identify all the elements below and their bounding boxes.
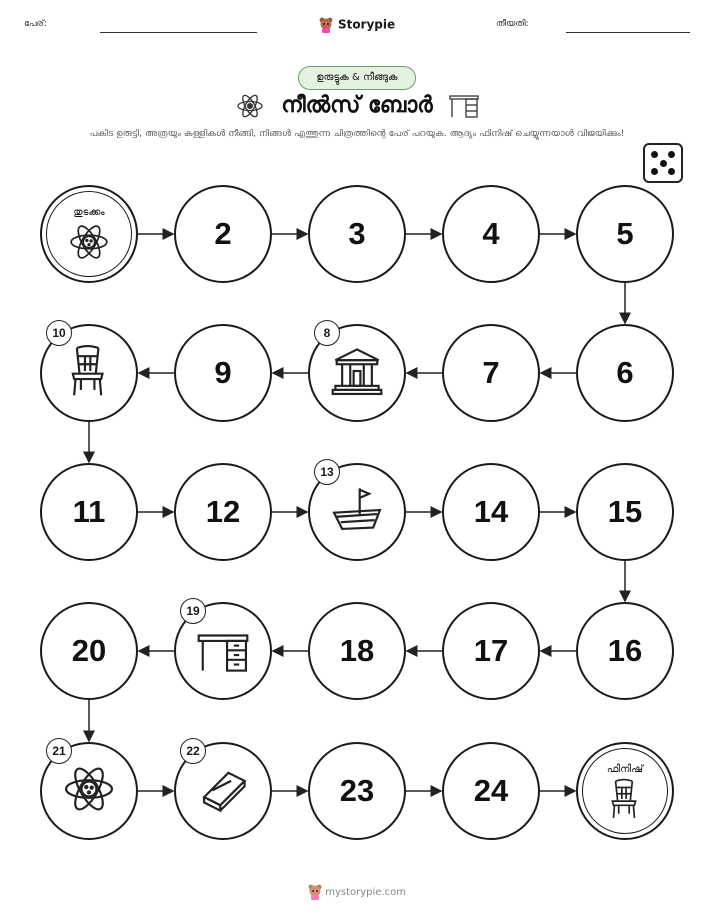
space-number: 5 [616,216,634,251]
space-number: 23 [339,773,375,808]
number-space [576,602,674,700]
space-number-badge: 21 [46,738,72,764]
space-number-badge: 13 [314,459,340,485]
number-space [308,742,406,840]
picture-space [174,602,272,700]
finish-label: ഫിനിഷ് [606,764,644,775]
space-number: 12 [205,494,241,529]
number-space [308,602,406,700]
space-number-badge: 10 [46,320,72,346]
picture-space [174,742,272,840]
footer-url: mystorypie.com [325,887,406,898]
space-number: 24 [473,773,509,808]
sailboat-icon [330,483,384,541]
atom-icon [68,221,110,267]
space-number: 14 [473,494,509,529]
start-space [40,185,138,283]
brand-name: Storypie [337,17,396,32]
number-space [308,185,406,283]
bank-building-icon [330,344,384,402]
space-number: 17 [473,633,509,668]
picture-space [40,324,138,422]
space-number: 2 [214,216,232,251]
number-space [442,742,540,840]
picture-space [308,463,406,561]
bear-mascot-icon [308,884,322,900]
space-number-badge: 8 [314,320,340,346]
space-number: 20 [71,633,107,668]
space-number: 11 [72,494,106,529]
number-space [442,463,540,561]
picture-space [40,742,138,840]
start-label: തുടക്കം [73,207,105,218]
number-space [576,185,674,283]
number-space [174,463,272,561]
page-title: നീൽസ് ബോർ [281,93,433,118]
desk-icon [196,622,250,680]
number-space [174,185,272,283]
number-space [442,324,540,422]
space-number: 4 [482,216,500,251]
chair-icon [604,778,646,824]
instructions: പകിട ഉരുട്ടി, അത്രയും കള്ളികൾ നീങ്ങി, നിങ്ങൾ എത്തുന്ന ചിത്രത്തിന്റെ പേര് പറയുക. ആദ്യം ഫിനിഷ് ചെയ്യുന്നയാൾ വിജയിക്കും! [89,128,625,139]
space-number: 3 [348,216,366,251]
game-tag: ഉരുട്ടുക & നീങ്ങുക [298,66,416,90]
footer [0,884,714,900]
space-number: 16 [607,633,643,668]
space-number: 7 [482,355,500,390]
finish-space [576,742,674,840]
space-number-badge: 19 [180,598,206,624]
space-number: 9 [214,355,232,390]
number-space [40,602,138,700]
date-label: തീയതി: [496,19,529,29]
space-number: 15 [607,494,643,529]
picture-space [308,324,406,422]
number-space [40,463,138,561]
book-icon [196,762,250,820]
number-space [442,602,540,700]
number-space [576,324,674,422]
chair-icon [62,344,116,402]
space-number: 6 [616,355,634,390]
number-space [174,324,272,422]
name-label: പേര്: [24,19,47,29]
space-number: 18 [339,633,375,668]
number-space [442,185,540,283]
atom-icon [62,762,116,820]
space-number-badge: 22 [180,738,206,764]
number-space [576,463,674,561]
